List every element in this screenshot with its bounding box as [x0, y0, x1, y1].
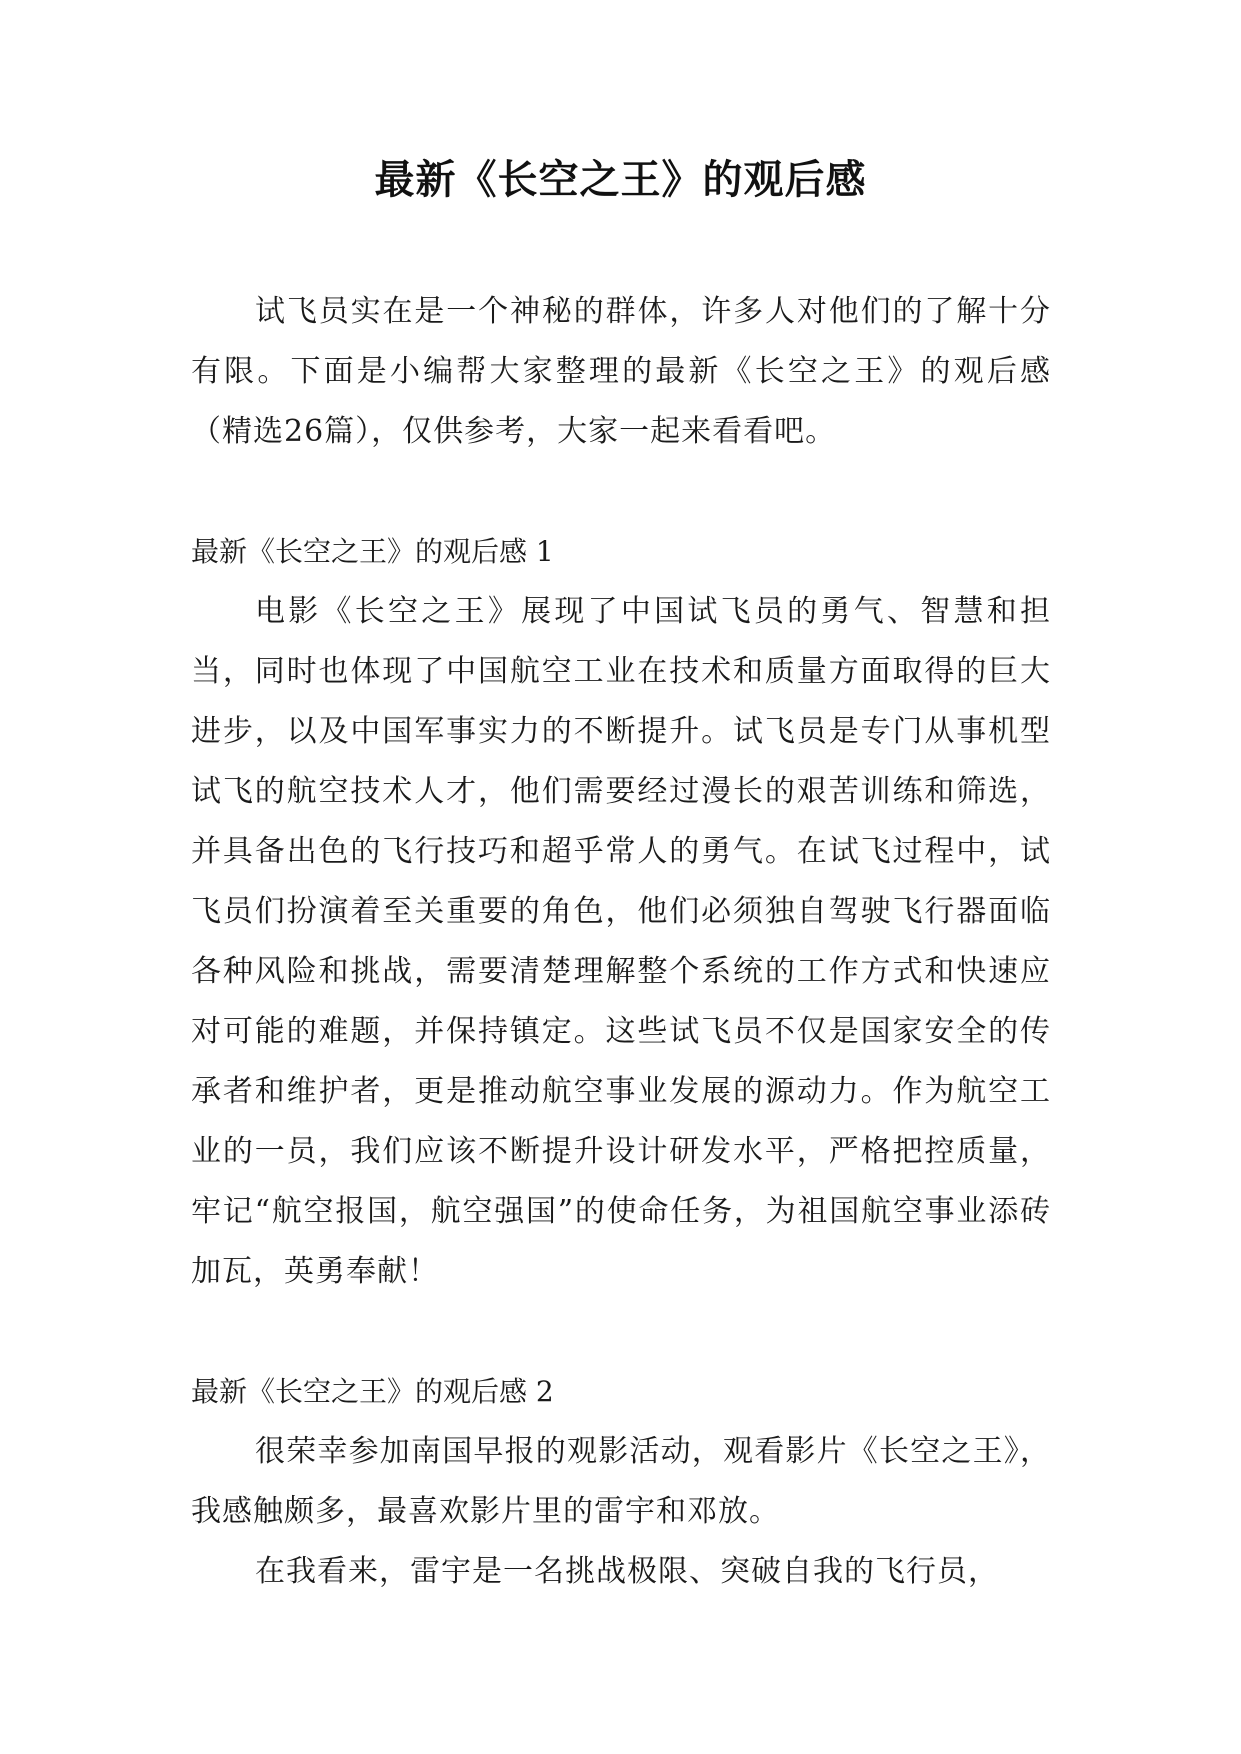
document-title: 最新《长空之王》的观后感 [374, 157, 867, 203]
intro-paragraph: 试飞员实在是一个神秘的群体，许多人对他们的了解十分有限。下面是小编帮大家整理的最新《长空之王》的观后感（精选26篇），仅供参考，大家一起来看看吧。 [191, 294, 1051, 449]
section-2 [191, 1362, 1051, 1602]
section-paragraph: 在我看来，雷宇是一名挑战极限、突破自我的飞行员， [255, 1554, 999, 1589]
section-paragraph: 很荣幸参加南国早报的观影活动，观看影片《长空之王》，我感触颇多，最喜欢影片里的雷宇和邓放。 [191, 1434, 1051, 1529]
section-paragraph: 电影《长空之王》展现了中国试飞员的勇气、智慧和担当，同时也体现了中国航空工业在技术和质量方面取得的巨大进步，以及中国军事实力的不断提升。试飞员是专门从事机型试飞的航空技术人才，他们需要经过漫长的艰苦训练和筛选，并具备出色的飞行技巧和超乎常人的勇气。在试飞过程中，试飞员们扮演着至关重要的角色，他们必须独自驾驶飞行器面临各种风险和挑战，需要清楚理解整个系统的工作方式和快速应对可能的难题，并保持镇定。这些试飞员不仅是国家安全的传承者和维护者，更是推动航空事业发展的源动力。作为航空工业的一员，我们应该不断提升设计研发水平，严格把控质量，牢记“航空报国，航空强国”的使命任务，为祖国航空事业添砖加瓦，英勇奉献！ [191, 594, 1051, 1289]
section-1 [191, 522, 1051, 1302]
document-body [191, 282, 1051, 1602]
section-heading: 最新《长空之王》的观后感 1 [191, 535, 554, 568]
section-heading: 最新《长空之王》的观后感 2 [191, 1375, 554, 1408]
section-spacer [191, 462, 1051, 522]
section-spacer [191, 1302, 1051, 1362]
